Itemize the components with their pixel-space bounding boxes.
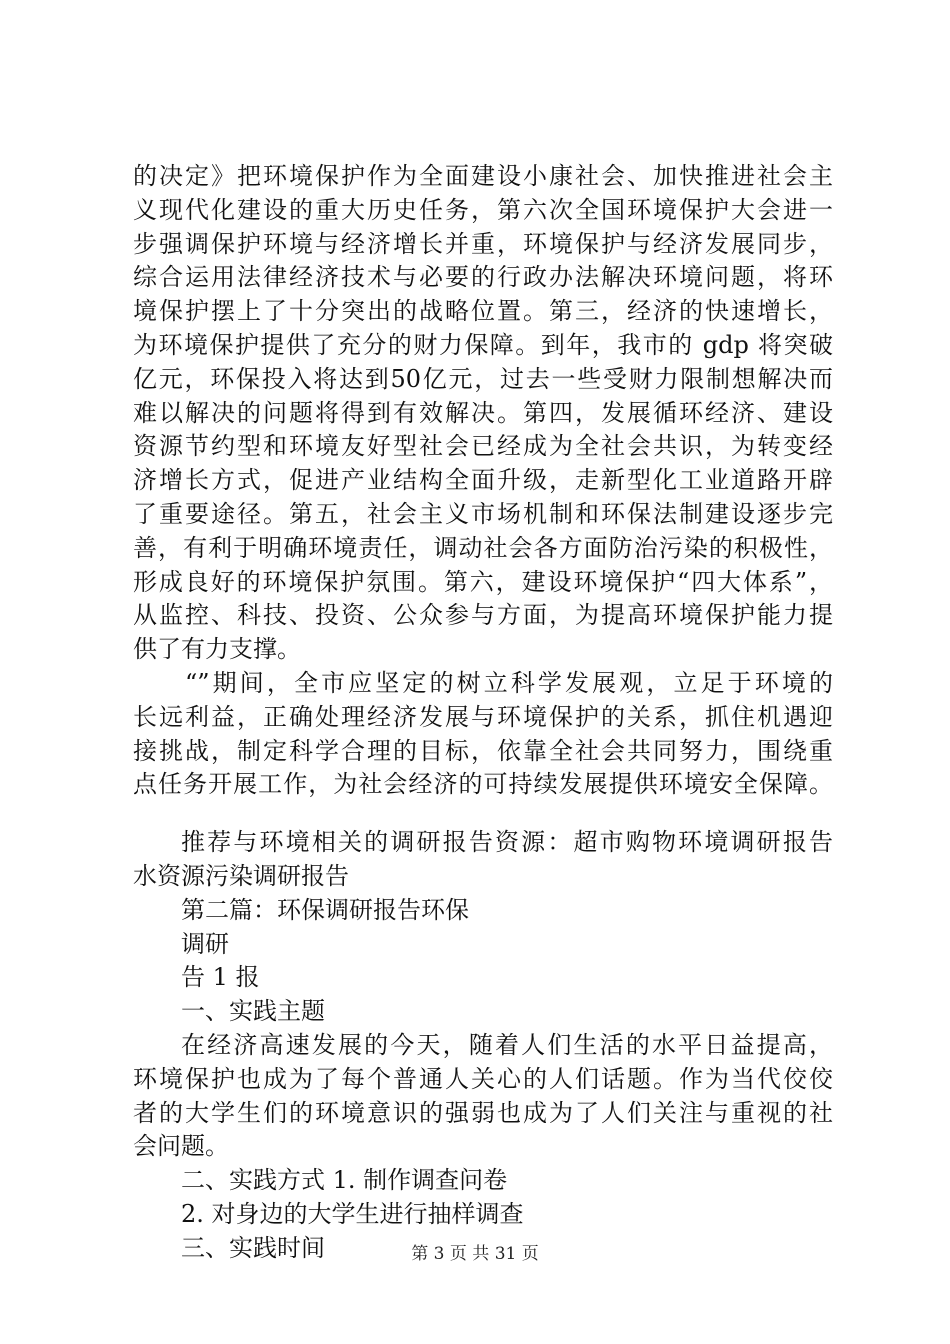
paragraph-3 [133, 1029, 833, 1164]
text-line: 亿元，环保投入将达到50亿元，过去一些受财力限制想解决而 [133, 364, 833, 393]
text-line: 在经济高速发展的今天，随着人们生活的水平日益提高， [181, 1030, 833, 1059]
paragraph-spacer [133, 802, 833, 826]
text-fragment: 告 1 报 [181, 963, 260, 992]
text-line: 综合运用法律经济技术与必要的行政办法解决环境问题，将环 [133, 263, 833, 292]
section-heading: 一、实践主题 [181, 997, 325, 1026]
text-line: 长远利益，正确处理经济发展与环境保护的关系，抓住机遇迎 [133, 702, 833, 731]
paragraph-1 [133, 160, 833, 667]
text-line: 济增长方式，促进产业结构全面升级，走新型化工业道路开辟 [133, 466, 833, 495]
text-line: 环境保护也成为了每个普通人关心的人们话题。作为当代佼佼 [133, 1064, 833, 1093]
paragraph-2 [133, 667, 833, 802]
text-line: 资源节约型和环境友好型社会已经成为全社会共识，为转变经 [133, 432, 833, 461]
text-line: 推荐与环境相关的调研报告资源：超市购物环境调研报告 [181, 828, 833, 857]
text-line: 点任务开展工作，为社会经济的可持续发展提供环境安全保障。 [133, 770, 833, 799]
text-line: 形成良好的环境保护氛围。第六，建设环境保护“四大体系”， [133, 567, 833, 596]
text-line: 了重要途径。第五，社会主义市场机制和环保法制建设逐步完 [133, 499, 833, 528]
text-line: 从监控、科技、投资、公众参与方面，为提高环境保护能力提 [133, 601, 833, 630]
text-line: 供了有力支撑。 [133, 635, 301, 664]
text-line: 义现代化建设的重大历史任务，第六次全国环境保护大会进一 [133, 195, 833, 224]
text-line: 水资源污染调研报告 [133, 861, 349, 890]
text-line: 者的大学生们的环境意识的强弱也成为了人们关注与重视的社 [133, 1098, 833, 1127]
text-line: 境保护摆上了十分突出的战略位置。第三，经济的快速增长， [133, 297, 833, 326]
text-line: 接挑战，制定科学合理的目标，依靠全社会共同努力，围绕重 [133, 736, 833, 765]
list-item: 2. 对身边的大学生进行抽样调查 [181, 1199, 524, 1228]
section-heading: 三、实践时间 [181, 1233, 325, 1262]
text-line: 的决定》把环境保护作为全面建设小康社会、加快推进社会主 [133, 162, 833, 190]
text-line: 善，有利于明确环境责任，调动社会各方面防治污染的积极性， [133, 533, 833, 562]
recommend-paragraph [133, 826, 833, 894]
document-body [133, 160, 833, 1266]
page-number-footer: 第 3 页 共 31 页 [411, 1244, 539, 1264]
text-line: 步强调保护环境与经济增长并重，环境保护与经济发展同步， [133, 229, 833, 258]
text-line: “”期间，全市应坚定的树立科学发展观，立足于环境的 [185, 668, 833, 697]
text-line: 难以解决的问题将得到有效解决。第四，发展循环经济、建设 [133, 398, 833, 427]
chapter-title: 第二篇：环保调研报告环保 [181, 895, 469, 924]
text-fragment: 调研 [181, 929, 229, 958]
section-heading: 二、实践方式 1. 制作调查问卷 [181, 1166, 508, 1195]
text-line: 会问题。 [133, 1132, 229, 1161]
text-line: 为环境保护提供了充分的财力保障。到年，我市的 gdp 将突破 [133, 330, 833, 359]
